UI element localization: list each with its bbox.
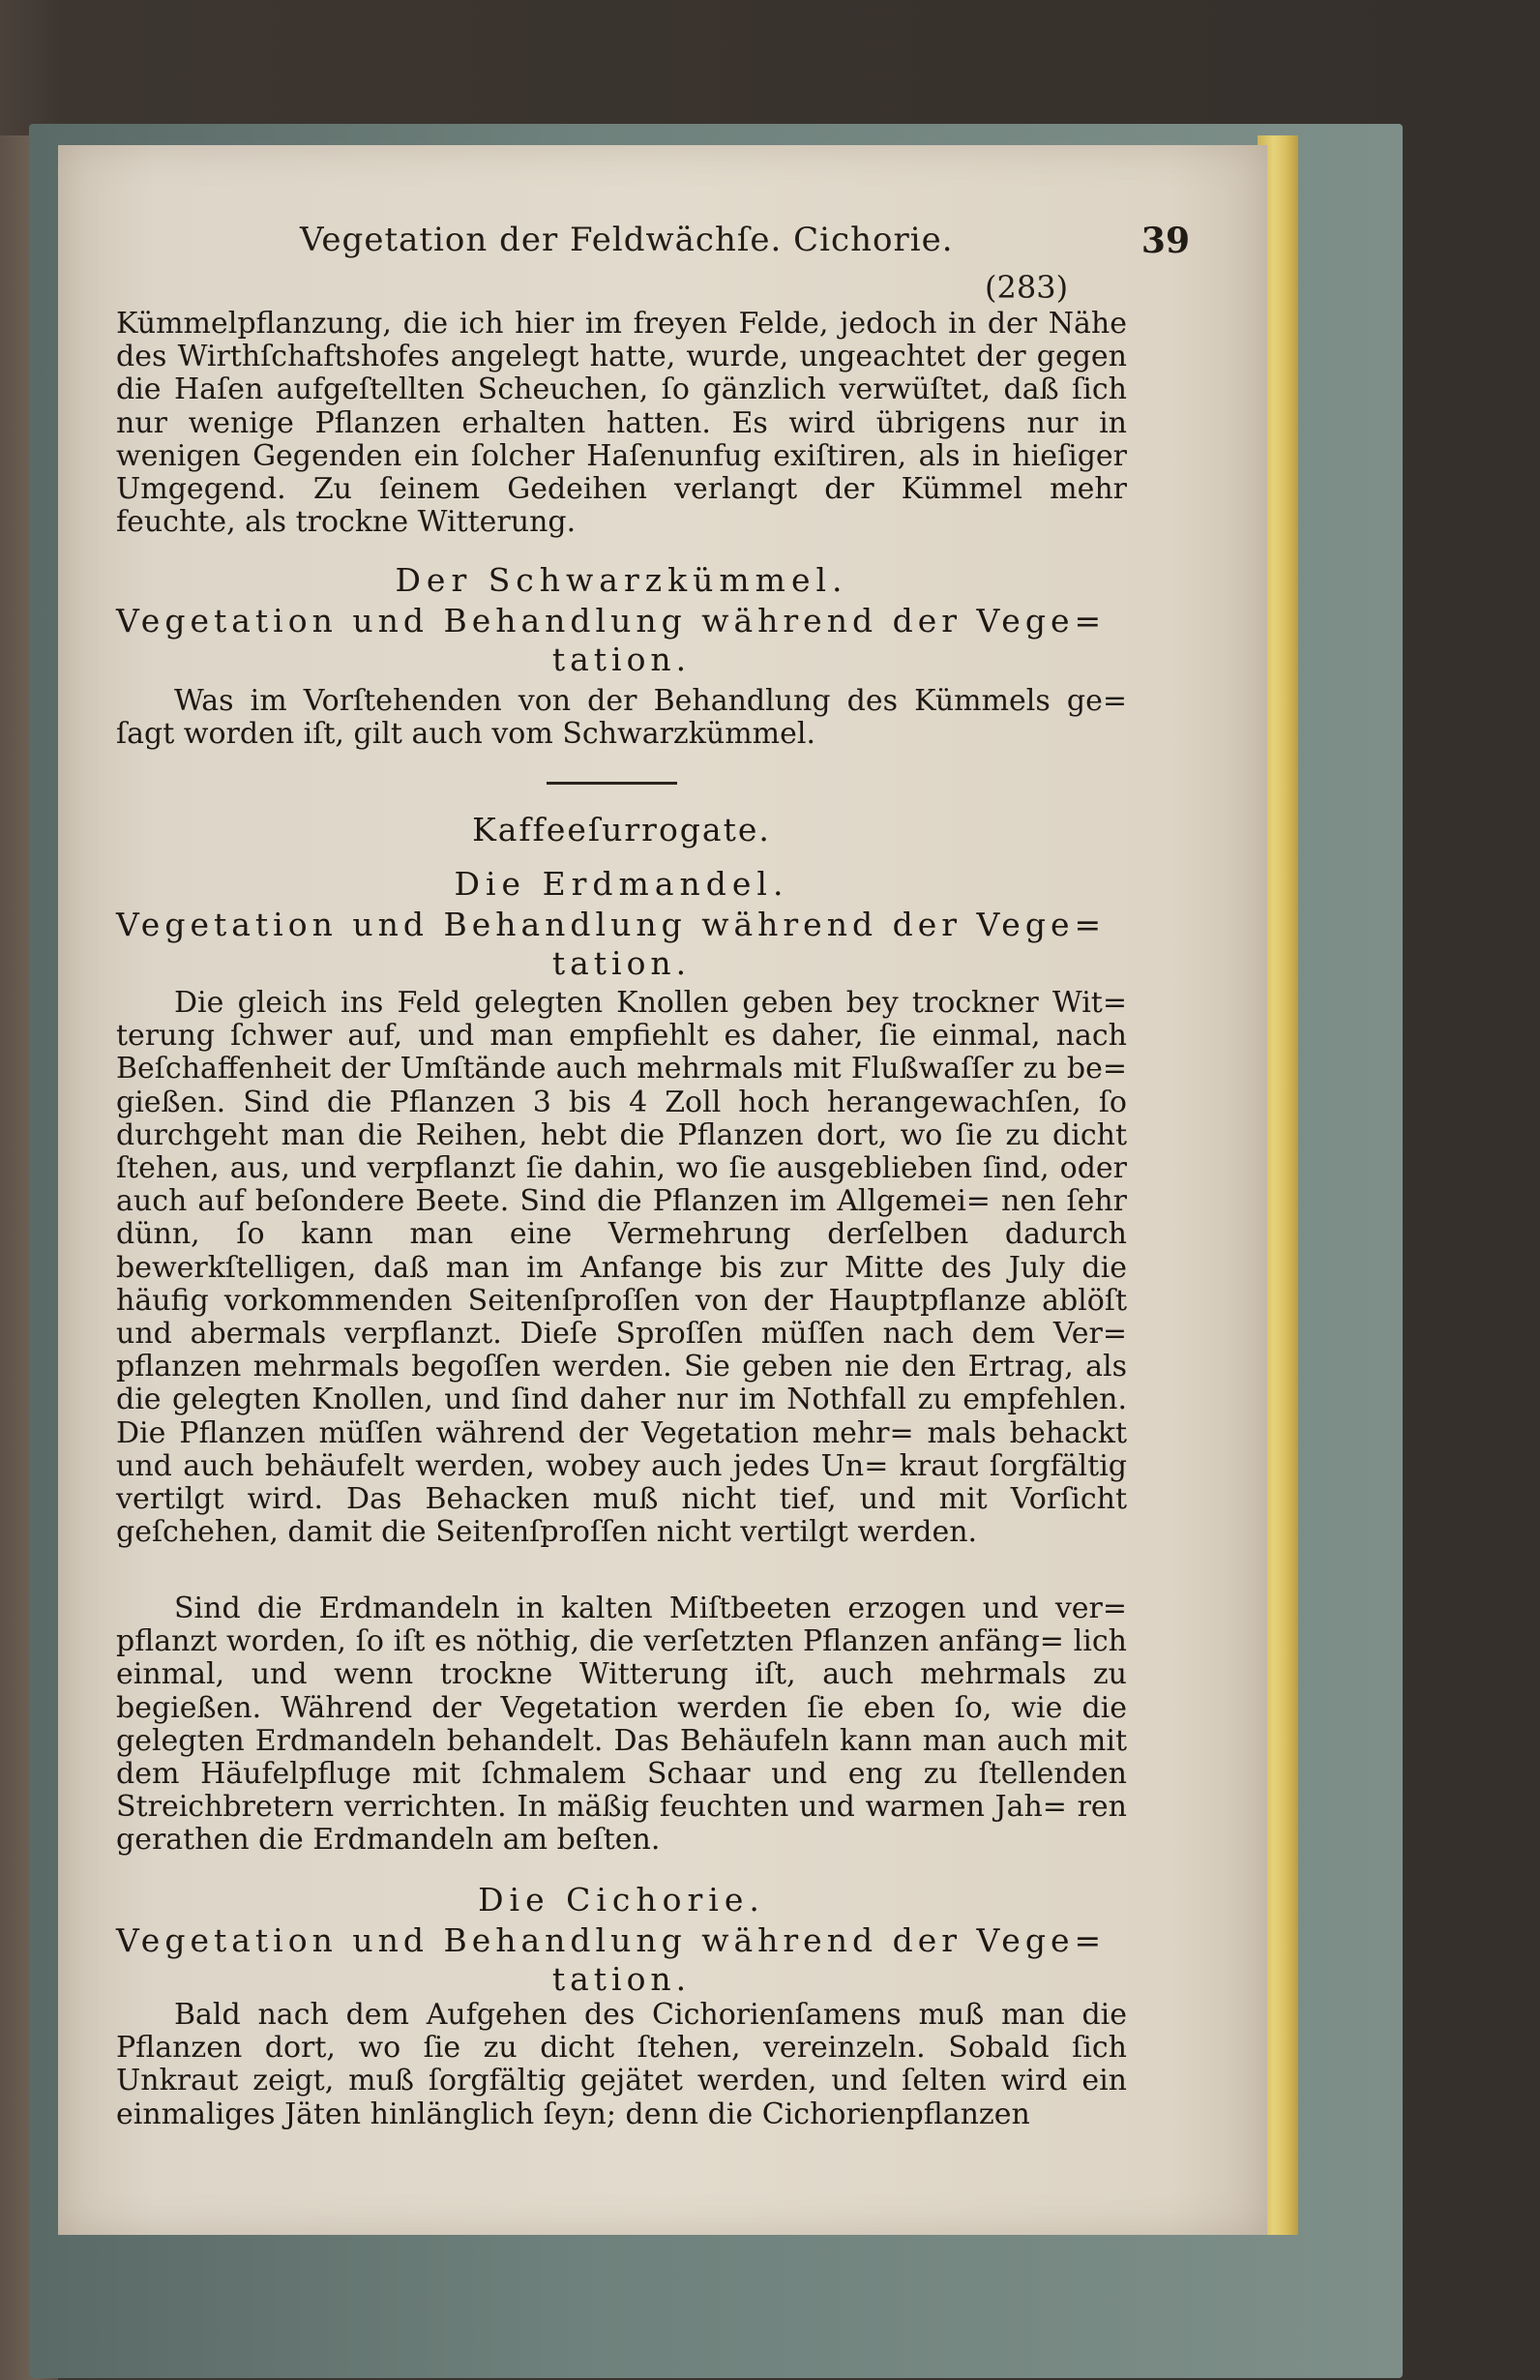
paragraph-cichorie: Bald nach dem Aufgehen des Cichorienſamens muß man die Pflanzen dort, wo ſie zu dicht ſtehen, vereinzeln. Sobald ſich Unkraut zeigt, muß ſorgfältig gejätet werden, und ſelten wird ein einmaliges Jäten hinlänglich ſeyn; denn die Cichorienpflanzen — [116, 1998, 1127, 2131]
section-title-kaffeesurrogate: Kaffeeſurrogate. — [472, 811, 771, 848]
subheading-continuation: tation. — [551, 1960, 692, 1998]
heading-erdmandel: Die Erdmandel. — [454, 865, 789, 903]
running-head — [116, 221, 1190, 263]
page-number: 39 — [1140, 221, 1190, 261]
subheading-line: Vegetation und Behandlung während der Vege= — [116, 602, 1107, 640]
heading-cichorie: Die Cichorie. — [478, 1881, 765, 1919]
paragraph-kuemmel: Kümmelpflanzung, die ich hier im freyen Felde, jedoch in der Nähe des Wirthſchaftshofes angelegt hatte, wurde, ungeachtet der gegen die Haſen aufgeſtellten Scheuchen, ſo gänzlich verwüſtet, daß ſich nur wenige Pflanzen erhalten hatten. Es wird übrigens nur in wenigen Gegenden ein ſolcher Haſenunfug exiſtiren, als in hieſiger Umgegend. Zu ſeinem Gedeihen verlangt der Kümmel mehr feuchte, als trockne Witterung. — [116, 307, 1127, 540]
paragraph-schwarzkuemmel: Was im Vorſtehenden von der Behandlung des Kümmels ge= ſagt worden iſt, gilt auch vom Schwarzkümmel. — [116, 684, 1127, 752]
subheading-line: Vegetation und Behandlung während der Vege= — [116, 906, 1107, 943]
subheading-line: Vegetation und Behandlung während der Vege= — [116, 1921, 1107, 1959]
subheading-vegetation-3 — [116, 1921, 1127, 1999]
heading-schwarzkuemmel: Der Schwarzkümmel. — [395, 561, 848, 599]
subheading-vegetation-1 — [116, 602, 1127, 679]
section-divider — [547, 782, 677, 785]
paragraph-erdmandel-2: Sind die Erdmandeln in kalten Miſtbeeten erzogen und ver= pflanzt worden, ſo iſt es nöthig, die verſetzten Pflanzen anfäng= lich einmal, und wenn trockne Witterung iſt, auch mehrmals zu begießen. Während der Vegetation werden ſie eben ſo, wie die gelegten Erdmandeln behandelt. Das Behäufeln kann man auch mit dem Häufelpfluge mit ſchmalem Schaar und eng zu ſtellenden Streichbretern verrichten. In mäßig feuchten und warmen Jah= ren gerathen die Erdmandeln am beſten. — [116, 1592, 1127, 1858]
subheading-continuation: tation. — [551, 944, 692, 982]
paragraph-erdmandel-1: Die gleich ins Feld gelegten Knollen geben bey trockner Wit= terung ſchwer auf, und man empfiehlt es daher, ſie einmal, nach Beſchaffenheit der Umſtände auch mehrmals mit Flußwaſſer zu be= gießen. Sind die Pflanzen 3 bis 4 Zoll hoch herangewachſen, ſo durchgeht man die Reihen, hebt die Pflanzen dort, wo ſie zu dicht ſtehen, aus, und verpflanzt ſie dahin, wo ſie ausgeblieben ſind, oder auch auf beſondere Beete. Sind die Pflanzen im Allgemei= nen ſehr dünn, ſo kann man eine Vermehrung derſelben dadurch bewerkſtelligen, daß man im Anfange bis zur Mitte des July die häufig vorkommenden Seitenſproſſen von der Hauptpflanze ablöſt und abermals verpflanzt. Dieſe Sproſſen müſſen nach dem Ver= pflanzen mehrmals begoſſen werden. Sie geben nie den Ertrag, als die gelegten Knollen, und ſind daher nur im Nothfall zu empfehlen. Die Pflanzen müſſen während der Vegetation mehr= mals behackt und auch behäufelt werden, wobey auch jedes Un= kraut ſorgfältig vertilgt wird. Das Behacken muß nicht tief, und mit Vorſicht geſchehen, damit die Seitenſproſſen nicht vertilgt werden. — [116, 986, 1127, 1550]
subheading-vegetation-2 — [116, 906, 1127, 983]
running-head-title: Vegetation der Feldwächſe. Cichorie. — [300, 221, 954, 259]
marginal-number: (283) — [985, 269, 1069, 306]
subheading-continuation: tation. — [551, 640, 692, 678]
